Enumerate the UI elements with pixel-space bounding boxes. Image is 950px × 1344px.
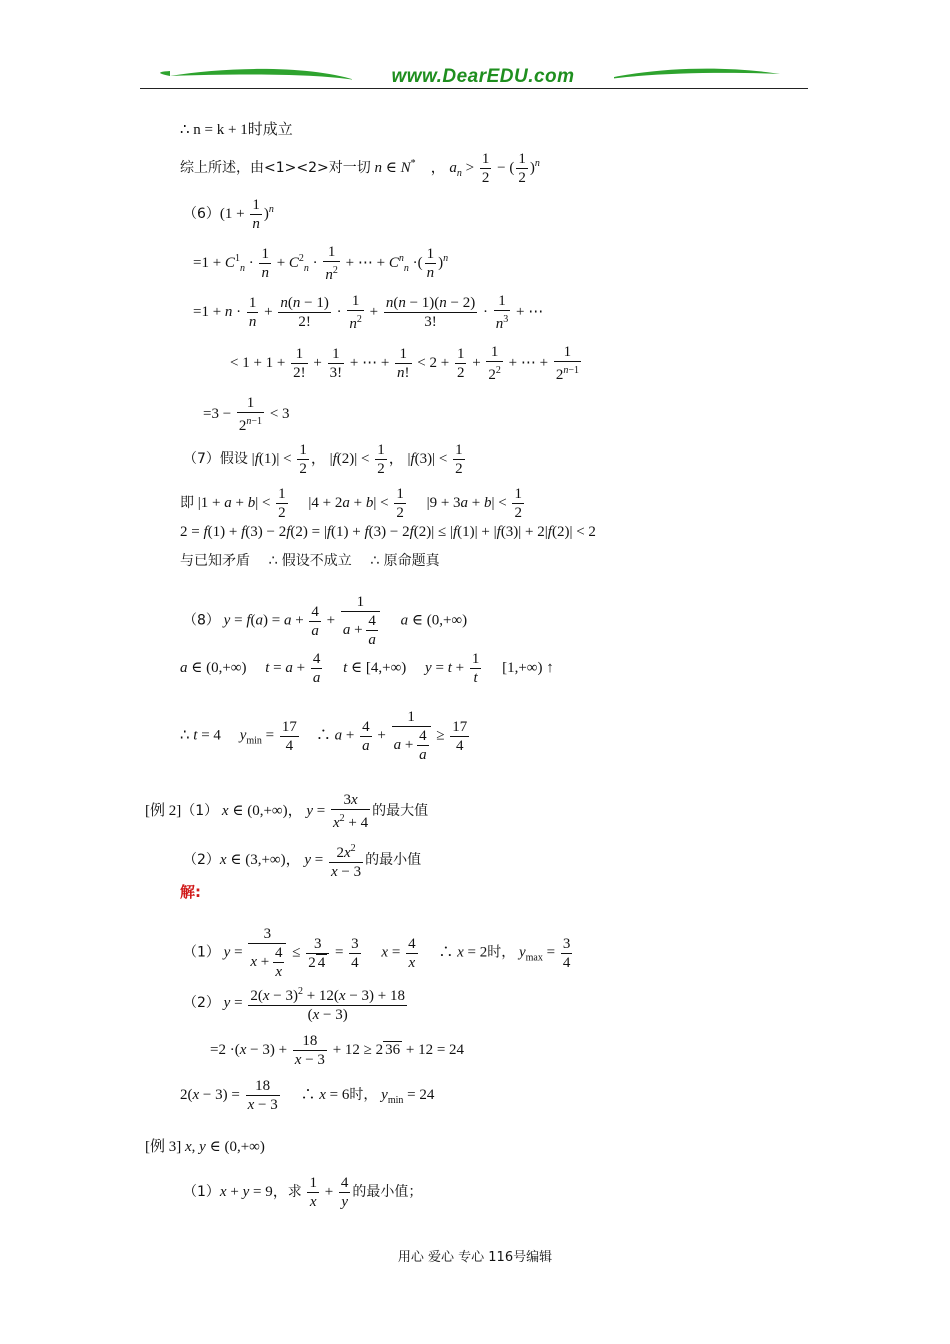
solution-label: 解: <box>180 883 201 901</box>
line-6-result: =3 − $\frac{1}{2^{n-1}}$ < 3 <box>203 395 290 434</box>
solution-2-result: 2(x − 3) = $\frac{18}{x - 3}$ ∴ x = 6时， $y_{min} = 24$ <box>180 1078 435 1113</box>
example-2-q1: [例 2]（1） x ∈ (0,+∞)， y = $\frac{3x}{x^2 + 4}$ 的最大值 <box>145 792 429 831</box>
page-footer: 用心 爱心 专心 116号编辑 <box>397 1250 553 1265</box>
line-8-sub: a ∈ (0,+∞) t = a + $\frac{4}{a}$ t ∈ [4,+∞) y = t + $\frac{1}{t}$ [1,+∞) ↑ <box>180 651 554 686</box>
solution-2: （2） y = $\frac{2(x - 3)^2 + 12(x - 3) + 18}{(x - 3)}$ <box>183 983 409 1024</box>
solution-1: （1） y = 3 x + $\frac{4}{x}$ ≤ $\frac{3}{2 4}$ = $\frac{3}{4}$ x = $\frac{4}{x}$ ∴ x = 2时， $y_{max}$ = $\frac{3}{4}$ <box>183 926 571 980</box>
line-6-expr: （6）(1 + $\frac{1}{n}$ )$^n$ <box>183 197 274 232</box>
example-2-q2: （2）x ∈ (3,+∞)， y = $\frac{2x^2}{x - 3}$ 的最小值 <box>183 840 421 881</box>
line-7-assume: （7）假设 |f(1)| < $\frac{1}{2}$ ， |f(2)| < $\frac{1}{2}$ ， |f(3)| < $\frac{1}{2}$ <box>183 442 463 477</box>
example-2-label: [例 2] <box>145 802 182 819</box>
line-7-contradiction: 与已知矛盾 ∴ 假设不成立 ∴ 原命题真 <box>180 553 440 569</box>
example-3-stem: [例 3] x, y ∈ (0,+∞) <box>145 1139 265 1155</box>
line-8-result: ∴ t = 4 $y_{min}$ = $\frac{17}{4}$ ∴ a + $\frac{4}{a}$ + 1 a + $\frac{4}{a}$ ≥ $\frac{17}{4}$ <box>180 709 468 763</box>
line-conclusion: ∴ n = k + 1时成立 <box>180 122 293 138</box>
example-3-label: [例 3] <box>145 1139 182 1155</box>
line-8-func: （8） y = f(a) = a + $\frac{4}{a}$ + 1 a + $\frac{4}{a}$ a ∈ (0,+∞) <box>183 594 468 648</box>
line-6-bound: < 1 + 1 + $\frac{1}{2!}$ + $\frac{1}{3!}$ + ⋯ + $\frac{1}{n!}$ < 2 + $\frac{1}{2}$ + $\frac{1}{2^2}$ + ⋯ + $\frac{1}{2^{n-1}}$ <box>230 344 579 383</box>
line-summary: 综上所述，由<1><2>对一切 n ∈ N* ， $a_n$ > $\frac{1}{2}$ − ( $\frac{1}{2}$ )$^n$ <box>180 151 540 186</box>
header-rule <box>140 88 808 89</box>
site-logo-text: www.DearEDU.com <box>352 66 614 88</box>
line-7-sum: 2 = f(1) + f(3) − 2f(2) = |f(1) + f(3) − 2f(2)| ≤ |f(1)| + |f(3)| + 2|f(2)| < 2 <box>180 524 596 540</box>
solution-2-step: =2 ·(x − 3) + $\frac{18}{x - 3}$ + 12 ≥ 2 36 + 12 = 24 <box>210 1033 465 1068</box>
line-6-expand-1: $=1 + C^1_n$ · $\frac{1}{n}$ + $C^2_n$ · $\frac{1}{n^2}$ + ⋯ + $C^n_n$ ·( $\frac{1}{n}$ )$^n$ <box>193 244 449 283</box>
line-7-that-is: 即 |1 + a + b| < $\frac{1}{2}$ |4 + 2a + b| < $\frac{1}{2}$ |9 + 3a + b| < $\frac{1}{2}$ <box>180 486 522 521</box>
line-6-expand-2: =1 + n · $\frac{1}{n}$ + $\frac{n(n - 1)}{2!}$ · $\frac{1}{n^2}$ + $\frac{n(n - 1)(n - 2)}{3!}$ · $\frac{1}{n^3}$ + ⋯ <box>193 293 544 332</box>
page-header <box>140 62 808 92</box>
example-3-q1: （1）x + y = 9，求 $\frac{1}{x}$ + $\frac{4}{y}$ 的最小值； <box>183 1175 423 1210</box>
